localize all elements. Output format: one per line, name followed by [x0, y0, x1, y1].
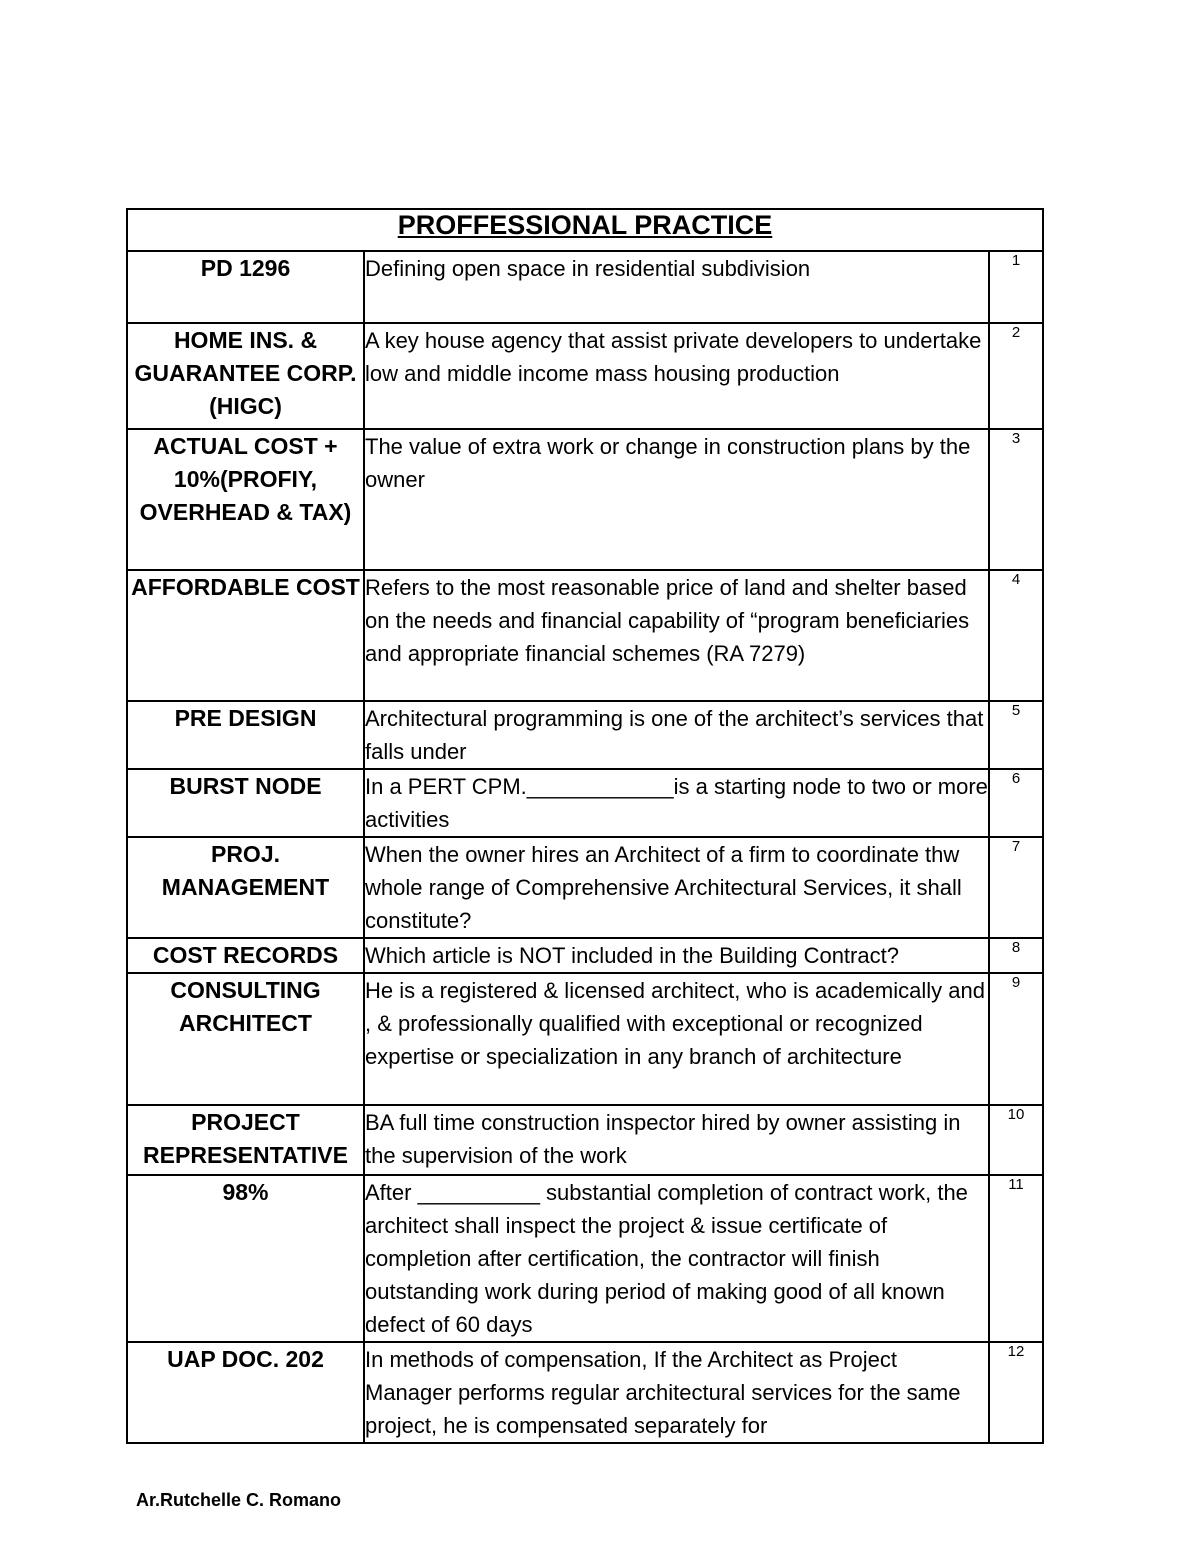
term-cell: CONSULTING ARCHITECT	[127, 973, 364, 1105]
table-row	[127, 570, 1043, 701]
number-cell: 1	[989, 251, 1043, 323]
description-cell: He is a registered & licensed architect, who is academically and , & professionally qualified with exceptional or recognized expertise or specialization in any branch of architecture	[364, 973, 989, 1105]
table-row	[127, 1175, 1043, 1342]
table-row	[127, 701, 1043, 769]
number-cell: 3	[989, 429, 1043, 570]
description-cell: A key house agency that assist private developers to undertake low and middle income mass housing production	[364, 323, 989, 429]
term-cell: PROJECT REPRESENTATIVE	[127, 1105, 364, 1175]
number-cell: 2	[989, 323, 1043, 429]
term-cell: ACTUAL COST + 10%(PROFIY, OVERHEAD & TAX)	[127, 429, 364, 570]
table-title: PROFFESSIONAL PRACTICE	[127, 209, 1043, 251]
term-cell: PRE DESIGN	[127, 701, 364, 769]
table-row	[127, 973, 1043, 1105]
description-cell: After __________ substantial completion of contract work, the architect shall inspect the project & issue certificate of completion after certification, the contractor will finish outstanding work during period of making good of all known defect of 60 days	[364, 1175, 989, 1342]
number-cell: 11	[989, 1175, 1043, 1342]
description-cell: When the owner hires an Architect of a firm to coordinate thw whole range of Comprehensive Architectural Services, it shall constitute?	[364, 837, 989, 938]
table-row	[127, 938, 1043, 973]
description-cell: The value of extra work or change in construction plans by the owner	[364, 429, 989, 570]
description-cell: Architectural programming is one of the architect’s services that falls under	[364, 701, 989, 769]
term-cell: HOME INS. & GUARANTEE CORP. (HIGC)	[127, 323, 364, 429]
term-cell: PD 1296	[127, 251, 364, 323]
term-cell: COST RECORDS	[127, 938, 364, 973]
term-cell: PROJ. MANAGEMENT	[127, 837, 364, 938]
description-cell: In a PERT CPM.____________is a starting node to two or more activities	[364, 769, 989, 837]
number-cell: 7	[989, 837, 1043, 938]
term-cell: 98%	[127, 1175, 364, 1342]
table-header-row	[127, 209, 1043, 251]
table-row	[127, 323, 1043, 429]
term-cell: AFFORDABLE COST	[127, 570, 364, 701]
term-cell: UAP DOC. 202	[127, 1342, 364, 1443]
term-cell: BURST NODE	[127, 769, 364, 837]
number-cell: 12	[989, 1342, 1043, 1443]
table-row	[127, 251, 1043, 323]
practice-table	[126, 208, 1044, 1444]
table-row	[127, 429, 1043, 570]
number-cell: 6	[989, 769, 1043, 837]
number-cell: 5	[989, 701, 1043, 769]
description-cell: In methods of compensation, If the Architect as Project Manager performs regular architectural services for the same project, he is compensated separately for	[364, 1342, 989, 1443]
description-cell: Which article is NOT included in the Building Contract?	[364, 938, 989, 973]
number-cell: 9	[989, 973, 1043, 1105]
number-cell: 4	[989, 570, 1043, 701]
description-cell: BA full time construction inspector hired by owner assisting in the supervision of the work	[364, 1105, 989, 1175]
table-row	[127, 769, 1043, 837]
description-cell: Refers to the most reasonable price of land and shelter based on the needs and financial capability of “program beneficiaries and appropriate financial schemes (RA 7279)	[364, 570, 989, 701]
number-cell: 8	[989, 938, 1043, 973]
table-row	[127, 1342, 1043, 1443]
table-row	[127, 837, 1043, 938]
author-footer: Ar.Rutchelle C. Romano	[136, 1490, 342, 1510]
number-cell: 10	[989, 1105, 1043, 1175]
table-row	[127, 1105, 1043, 1175]
description-cell: Defining open space in residential subdivision	[364, 251, 989, 323]
